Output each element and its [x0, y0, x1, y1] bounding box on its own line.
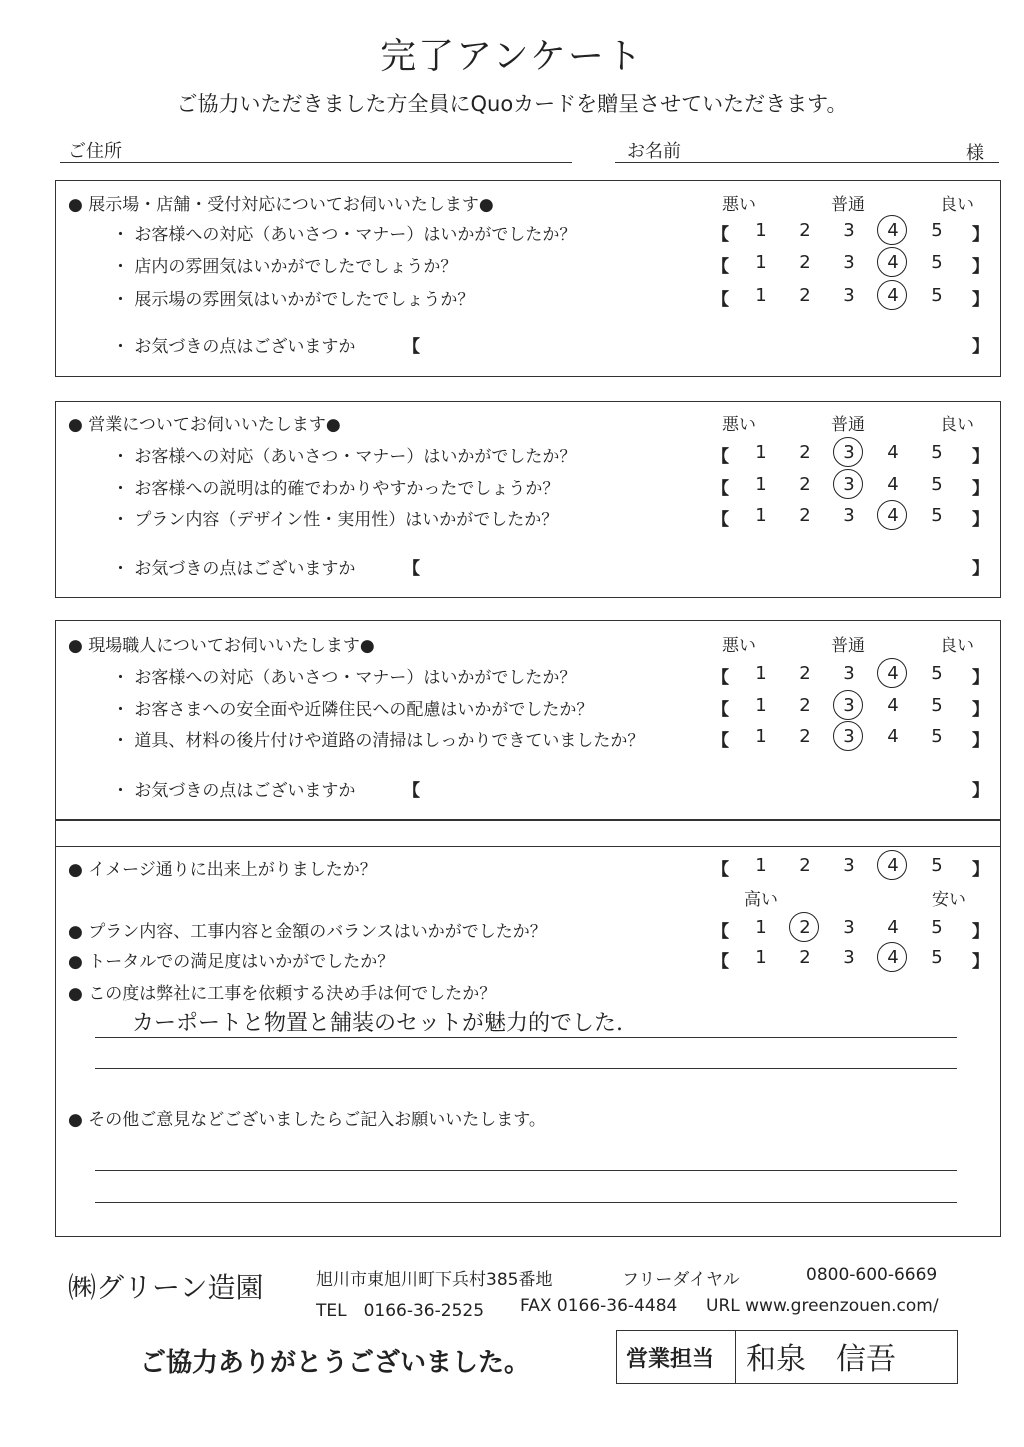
- question-text: ・ お客様への説明は的確でわかりやすかったでしょうか？: [112, 479, 560, 499]
- rating-option[interactable]: 5: [931, 505, 943, 526]
- rating-option[interactable]: 3: [843, 252, 855, 273]
- question-text: ・ お客様への対応（あいさつ・マナー）はいかがでしたか？: [112, 225, 577, 245]
- rating-option[interactable]: 1: [755, 855, 767, 876]
- comment-bracket-close: 】: [972, 781, 989, 801]
- rating-bracket-close: 】: [972, 668, 989, 688]
- rating-bracket-open: 【: [712, 668, 729, 688]
- rating-option[interactable]: 2: [799, 663, 811, 684]
- rating-option[interactable]: 2: [799, 252, 811, 273]
- rating-option[interactable]: 5: [931, 285, 943, 306]
- answer-line: [95, 1202, 957, 1203]
- rating-option[interactable]: 2: [799, 442, 811, 463]
- rating-bracket-close: 】: [972, 479, 989, 499]
- name-suffix: 様: [966, 143, 984, 164]
- rating-option[interactable]: 4: [887, 726, 899, 747]
- address-field[interactable]: [60, 162, 572, 163]
- comment-bracket-close: 】: [972, 337, 989, 357]
- rating-option[interactable]: 5: [931, 474, 943, 495]
- rating-bracket-open: 【: [712, 731, 729, 751]
- scale-good: 良い: [940, 415, 974, 435]
- selected-circle: [833, 721, 863, 751]
- rating-option[interactable]: 5: [931, 220, 943, 241]
- scale-bad: 悪い: [722, 415, 756, 435]
- name-label: お名前: [627, 141, 681, 162]
- rating-option[interactable]: 4: [881, 220, 905, 241]
- company-address: 旭川市東旭川町下兵村385番地: [316, 1270, 553, 1290]
- rating-bracket-open: 【: [712, 860, 729, 880]
- rating-option[interactable]: 2: [799, 505, 811, 526]
- rating-option[interactable]: 3: [837, 695, 861, 716]
- rating-bracket-close: 】: [972, 952, 989, 972]
- question-price-balance: ● プラン内容、工事内容と金額のバランスはいかがでしたか？: [68, 922, 547, 942]
- rating-bracket-open: 【: [712, 922, 729, 942]
- rating-option[interactable]: 1: [755, 220, 767, 241]
- question-text: ・ プラン内容（デザイン性・実用性）はいかがでしたか？: [112, 510, 559, 530]
- question-text: ・ お客様への対応（あいさつ・マナー）はいかがでしたか？: [112, 668, 577, 688]
- answer-deciding-factor: カーポートと物置と舗装のセットが魅力的でした.: [132, 1011, 623, 1036]
- rating-option[interactable]: 4: [881, 663, 905, 684]
- rating-option[interactable]: 2: [799, 220, 811, 241]
- rating-option[interactable]: 1: [755, 947, 767, 968]
- question-text: ・ お客様への対応（あいさつ・マナー）はいかがでしたか？: [112, 447, 577, 467]
- rating-option[interactable]: 4: [887, 695, 899, 716]
- rating-option[interactable]: 1: [755, 726, 767, 747]
- fax-number: FAX 0166-36-4484: [520, 1296, 678, 1316]
- rating-option[interactable]: 4: [881, 855, 905, 876]
- rating-bracket-close: 】: [972, 447, 989, 467]
- comment-bracket-close: 】: [972, 559, 989, 579]
- rating-bracket-open: 【: [712, 952, 729, 972]
- rating-option[interactable]: 5: [931, 855, 943, 876]
- freedial-label: フリーダイヤル: [622, 1270, 740, 1290]
- comment-label: ・ お気づきの点はございますか: [112, 781, 356, 801]
- rating-option[interactable]: 2: [799, 474, 811, 495]
- rating-bracket-open: 【: [712, 447, 729, 467]
- rating-option[interactable]: 3: [843, 917, 855, 938]
- question-total-satisfaction: ● トータルでの満足度はいかがでしたか？: [68, 952, 395, 972]
- comment-bracket-open: 【: [403, 337, 420, 357]
- comment-label: ・ お気づきの点はございますか: [112, 559, 356, 579]
- address-label: ご住所: [68, 141, 122, 162]
- answer-line: [95, 1068, 957, 1069]
- rating-option[interactable]: 3: [837, 442, 861, 463]
- rating-option[interactable]: 2: [793, 917, 817, 938]
- selected-circle: [877, 850, 907, 880]
- rating-option[interactable]: 1: [755, 695, 767, 716]
- page-title: 完了アンケート: [380, 36, 644, 77]
- rating-option[interactable]: 5: [931, 947, 943, 968]
- company-name: ㈱グリーン造園: [68, 1271, 264, 1304]
- rating-option[interactable]: 1: [755, 505, 767, 526]
- rating-bracket-close: 】: [972, 731, 989, 751]
- rating-option[interactable]: 4: [881, 947, 905, 968]
- rating-option[interactable]: 2: [799, 285, 811, 306]
- staff-name: 和泉 信吾: [746, 1342, 896, 1377]
- rating-option[interactable]: 4: [881, 505, 905, 526]
- selected-circle: [877, 942, 907, 972]
- rating-option[interactable]: 4: [887, 917, 899, 938]
- rating-option[interactable]: 5: [931, 726, 943, 747]
- answer-line: [95, 1037, 957, 1038]
- scale-high: 高い: [744, 890, 778, 910]
- selected-circle: [877, 500, 907, 530]
- selected-circle: [877, 658, 907, 688]
- section-heading-showroom: ● 展示場・店舗・受付対応についてお伺いいたします●: [68, 195, 494, 215]
- section-heading-sales: ● 営業についてお伺いいたします●: [68, 415, 341, 435]
- question-text: ・ 店内の雰囲気はいかがでしたでしょうか？: [112, 257, 458, 277]
- tel-number: TEL 0166-36-2525: [316, 1301, 485, 1321]
- rating-option[interactable]: 2: [799, 726, 811, 747]
- selected-circle: [789, 912, 819, 942]
- question-text: ・ 道具、材料の後片付けや道路の清掃はしっかりできていましたか？: [112, 731, 645, 751]
- rating-option[interactable]: 5: [931, 917, 943, 938]
- rating-option[interactable]: 2: [799, 855, 811, 876]
- answer-line: [95, 1170, 957, 1171]
- rating-bracket-close: 】: [972, 290, 989, 310]
- rating-option[interactable]: 5: [931, 252, 943, 273]
- rating-option[interactable]: 4: [881, 252, 905, 273]
- rating-option[interactable]: 3: [837, 474, 861, 495]
- rating-option[interactable]: 1: [755, 252, 767, 273]
- rating-bracket-close: 】: [972, 225, 989, 245]
- rating-bracket-open: 【: [712, 479, 729, 499]
- selected-circle: [877, 215, 907, 245]
- rating-option[interactable]: 3: [843, 220, 855, 241]
- rating-bracket-close: 】: [972, 922, 989, 942]
- rating-bracket-close: 】: [972, 257, 989, 277]
- rating-option[interactable]: 3: [843, 505, 855, 526]
- rating-bracket-open: 【: [712, 257, 729, 277]
- rating-bracket-open: 【: [712, 225, 729, 245]
- rating-bracket-close: 】: [972, 700, 989, 720]
- question-text: ・ お客さまへの安全面や近隣住民への配慮はいかがでしたか？: [112, 700, 594, 720]
- rating-bracket-open: 【: [712, 290, 729, 310]
- scale-normal: 普通: [831, 415, 865, 435]
- rating-option[interactable]: 3: [843, 947, 855, 968]
- rating-option[interactable]: 1: [755, 442, 767, 463]
- selected-circle: [833, 690, 863, 720]
- rating-option[interactable]: 4: [881, 285, 905, 306]
- rating-bracket-close: 】: [972, 860, 989, 880]
- rating-bracket-open: 【: [712, 700, 729, 720]
- freedial-number: 0800-600-6669: [806, 1265, 938, 1285]
- selected-circle: [877, 247, 907, 277]
- scale-bad: 悪い: [722, 636, 756, 656]
- rating-option[interactable]: 1: [755, 474, 767, 495]
- website-url: URL www.greenzouen.com/: [706, 1296, 939, 1316]
- question-text: ・ 展示場の雰囲気はいかがでしたでしょうか？: [112, 290, 475, 310]
- comment-bracket-open: 【: [403, 559, 420, 579]
- thanks-message: ご協力ありがとうございました。: [140, 1348, 531, 1378]
- comment-label: ・ お気づきの点はございますか: [112, 337, 356, 357]
- rating-option[interactable]: 3: [837, 726, 861, 747]
- rating-option[interactable]: 1: [755, 285, 767, 306]
- rating-option[interactable]: 1: [755, 917, 767, 938]
- staff-box-divider: [735, 1331, 736, 1383]
- comment-bracket-open: 【: [403, 781, 420, 801]
- selected-circle: [877, 280, 907, 310]
- divider: [56, 846, 1000, 847]
- scale-cheap: 安い: [932, 890, 966, 910]
- selected-circle: [833, 469, 863, 499]
- rating-option[interactable]: 4: [887, 474, 899, 495]
- rating-option[interactable]: 1: [755, 663, 767, 684]
- question-image-match: ● イメージ通りに出来上がりましたか？: [68, 860, 377, 880]
- rating-option[interactable]: 5: [931, 695, 943, 716]
- rating-option[interactable]: 3: [843, 285, 855, 306]
- scale-good: 良い: [940, 636, 974, 656]
- rating-option[interactable]: 4: [887, 442, 899, 463]
- rating-option[interactable]: 3: [843, 855, 855, 876]
- selected-circle: [833, 437, 863, 467]
- rating-option[interactable]: 3: [843, 663, 855, 684]
- rating-option[interactable]: 2: [799, 695, 811, 716]
- scale-bad: 悪い: [722, 195, 756, 215]
- rating-bracket-close: 】: [972, 510, 989, 530]
- question-other-comments: ● その他ご意見などございましたらご記入お願いいたします。: [68, 1110, 546, 1130]
- rating-option[interactable]: 5: [931, 663, 943, 684]
- scale-normal: 普通: [831, 195, 865, 215]
- scale-normal: 普通: [831, 636, 865, 656]
- section-heading-craftsmen: ● 現場職人についてお伺いいたします●: [68, 636, 375, 656]
- rating-option[interactable]: 5: [931, 442, 943, 463]
- question-deciding-factor: ● この度は弊社に工事を依頼する決め手は何でしたか？: [68, 984, 497, 1004]
- intro-text: ご協力いただきました方全員にQuoカードを贈呈させていただきます。: [176, 92, 848, 116]
- rating-bracket-open: 【: [712, 510, 729, 530]
- staff-label: 営業担当: [626, 1347, 715, 1372]
- scale-good: 良い: [940, 195, 974, 215]
- rating-option[interactable]: 2: [799, 947, 811, 968]
- name-field[interactable]: [615, 162, 999, 163]
